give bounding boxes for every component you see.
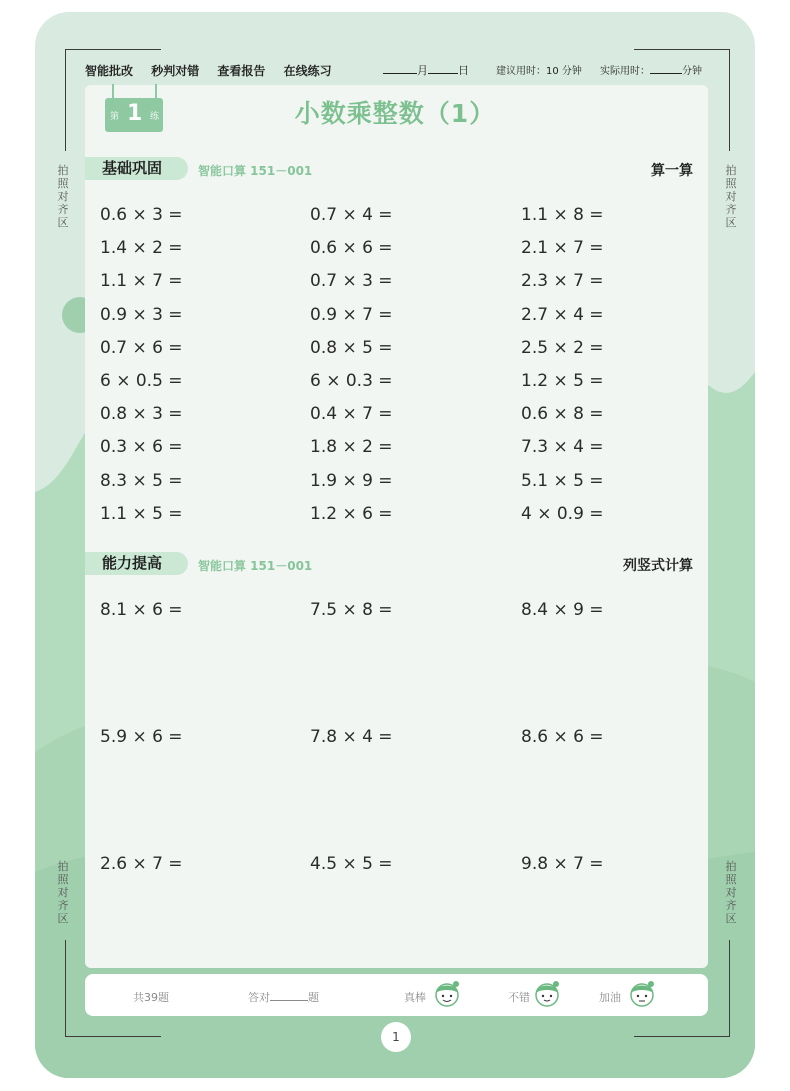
lesson-prefix: 第 <box>110 112 120 122</box>
face-neutral-icon[interactable] <box>627 978 657 1008</box>
frame-line <box>65 940 66 1036</box>
date-month: 月 <box>417 64 428 77</box>
page-title: 小数乘整数（1） <box>294 99 496 128</box>
problem-basic: 2.3 × 7 = <box>521 271 604 292</box>
problem-basic: 1.8 × 2 = <box>310 437 393 458</box>
section-tag: 能力提高 <box>85 552 188 575</box>
problem-basic: 4 × 0.9 = <box>521 503 604 524</box>
total-count: 共39题 <box>133 991 169 1004</box>
problem-basic: 0.6 × 8 = <box>521 404 604 425</box>
frame-line <box>634 49 730 50</box>
problem-basic: 8.3 × 5 = <box>100 470 183 491</box>
face-happy-icon[interactable] <box>432 978 462 1008</box>
rating-label: 不错 <box>508 991 530 1004</box>
problem-basic: 1.1 × 7 = <box>100 271 183 292</box>
problem-basic: 1.1 × 5 = <box>100 503 183 524</box>
section-tag: 基础巩固 <box>85 157 188 180</box>
problem-vertical: 7.5 × 8 = <box>310 600 393 620</box>
correct-prefix: 答对 <box>248 991 270 1004</box>
problem-vertical: 8.6 × 6 = <box>521 727 604 747</box>
actual-time <box>600 62 702 82</box>
problem-basic: 0.8 × 3 = <box>100 404 183 425</box>
frame-line <box>729 940 730 1036</box>
section-code: 智能口算 151－001 <box>198 164 313 178</box>
correct-count <box>248 989 319 1005</box>
problem-basic: 0.6 × 6 = <box>310 238 393 259</box>
section-instruction: 列竖式计算 <box>623 558 693 574</box>
face-smile-icon[interactable] <box>532 978 562 1008</box>
photo-align-label: 拍照对齐区 <box>725 860 737 925</box>
actual-time-unit: 分钟 <box>682 66 702 77</box>
problem-basic: 0.3 × 6 = <box>100 437 183 458</box>
header-link[interactable]: 在线练习 <box>283 64 332 78</box>
problem-basic: 2.1 × 7 = <box>521 238 604 259</box>
date-field <box>383 62 469 82</box>
problem-basic: 1.9 × 9 = <box>310 470 393 491</box>
frame-line <box>634 1036 730 1037</box>
problem-basic: 7.3 × 4 = <box>521 437 604 458</box>
lesson-number: 1 <box>127 101 143 126</box>
problem-vertical: 4.5 × 5 = <box>310 854 393 874</box>
suggested-time: 建议用时：10 分钟 <box>496 66 582 77</box>
problem-vertical: 7.8 × 4 = <box>310 727 393 747</box>
problem-vertical: 8.1 × 6 = <box>100 600 183 620</box>
problem-basic: 0.9 × 3 = <box>100 304 183 325</box>
problem-basic: 0.8 × 5 = <box>310 337 393 358</box>
page-number: 1 <box>381 1022 411 1052</box>
date-day: 日 <box>458 64 469 77</box>
problem-basic: 0.7 × 4 = <box>310 205 393 225</box>
section-code: 智能口算 151－001 <box>198 559 313 573</box>
problem-basic: 5.1 × 5 = <box>521 470 604 491</box>
problem-basic: 1.2 × 5 = <box>521 371 604 391</box>
problem-vertical: 8.4 × 9 = <box>521 600 604 620</box>
rating-label: 加油 <box>599 991 621 1004</box>
rating-label: 真棒 <box>404 991 426 1004</box>
photo-align-label: 拍照对齐区 <box>57 164 69 229</box>
correct-suffix: 题 <box>308 991 319 1004</box>
header-link[interactable]: 智能批改 <box>85 64 134 78</box>
lesson-suffix: 练 <box>150 112 160 122</box>
problem-basic: 0.9 × 7 = <box>310 304 393 325</box>
frame-line <box>65 49 161 50</box>
problem-basic: 1.4 × 2 = <box>100 238 183 259</box>
problem-basic: 0.7 × 3 = <box>310 271 393 292</box>
header-links <box>85 62 332 82</box>
actual-time-label: 实际用时： <box>600 66 650 77</box>
problem-basic: 2.5 × 2 = <box>521 337 604 358</box>
frame-line <box>65 1036 161 1037</box>
problem-basic: 0.6 × 3 = <box>100 205 183 225</box>
section-instruction: 算一算 <box>651 163 693 179</box>
problem-basic: 6 × 0.3 = <box>310 371 393 391</box>
header-link[interactable]: 秒判对错 <box>151 64 200 78</box>
problem-basic: 6 × 0.5 = <box>100 371 183 391</box>
photo-align-label: 拍照对齐区 <box>57 860 69 925</box>
photo-align-label: 拍照对齐区 <box>725 164 737 229</box>
problem-basic: 0.7 × 6 = <box>100 337 183 358</box>
problem-vertical: 2.6 × 7 = <box>100 854 183 874</box>
header-link[interactable]: 查看报告 <box>217 64 266 78</box>
problem-basic: 2.7 × 4 = <box>521 304 604 325</box>
problem-vertical: 5.9 × 6 = <box>100 727 183 747</box>
problem-vertical: 9.8 × 7 = <box>521 854 604 874</box>
problem-basic: 1.1 × 8 = <box>521 205 604 225</box>
problem-basic: 1.2 × 6 = <box>310 503 393 524</box>
problem-basic: 0.4 × 7 = <box>310 404 393 425</box>
